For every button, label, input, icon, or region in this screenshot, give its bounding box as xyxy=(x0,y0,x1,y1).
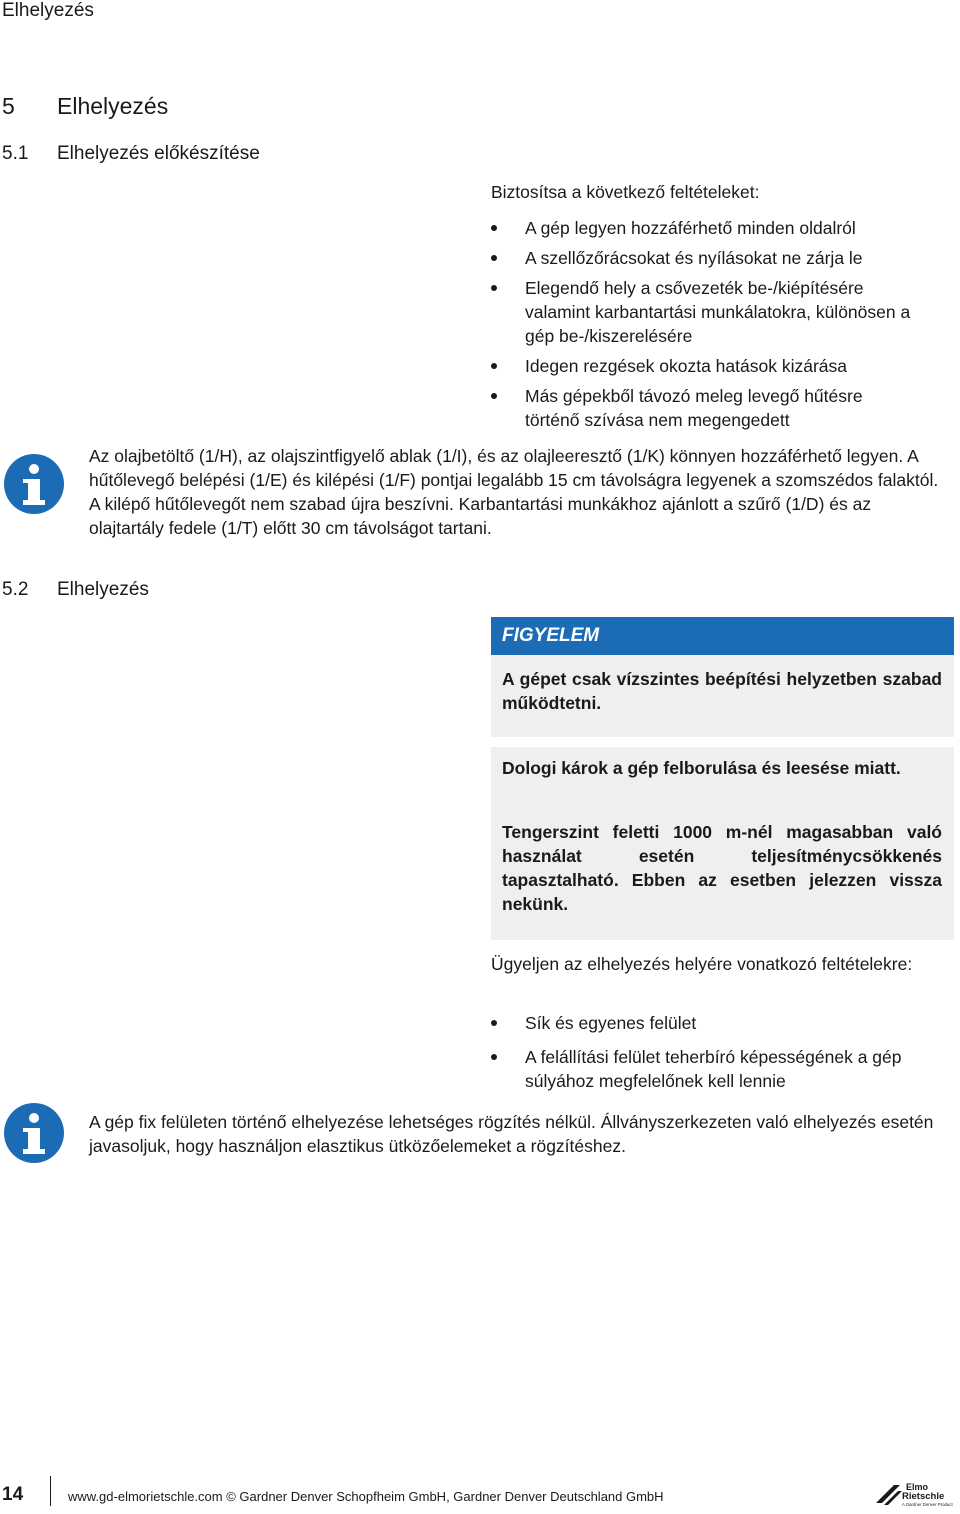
list-item: Sík és egyenes felület xyxy=(491,1011,951,1035)
logo-line2: Rietschle xyxy=(902,1491,945,1502)
page-number: 14 xyxy=(2,1484,24,1505)
section-title: Elhelyezés előkészítése xyxy=(57,143,260,164)
list-item: Elegendő hely a csővezeték be-/kiépítésére valamint karbantartási munkálatokra, különösen a gép be-/kiszerelésére xyxy=(491,276,921,348)
warning-statement: A gépet csak vízszintes beépítési helyzetben szabad működtetni. xyxy=(502,669,942,713)
list-item: A szellőzőrácsokat és nyílásokat ne zárja le xyxy=(491,246,921,270)
section-number: 5.1 xyxy=(2,143,29,164)
footer-website[interactable]: www.gd-elmorietschle.com xyxy=(68,1489,223,1504)
logo-line1: Elmo xyxy=(906,1482,929,1492)
warning-consequence: Dologi károk a gép felborulása és leesése miatt. xyxy=(502,758,901,778)
footer-copyright: © Gardner Denver Schopfheim GmbH, Gardner Denver Deutschland GmbH xyxy=(226,1489,664,1504)
footer-text xyxy=(68,1489,664,1505)
list-item: A felállítási felület teherbíró képességének a gép súlyához megfelelőnek kell lennie xyxy=(491,1045,925,1093)
warning-heading: FIGYELEM xyxy=(502,625,600,646)
requirements-intro: Ügyeljen az elhelyezés helyére vonatkozó feltételekre: xyxy=(491,954,913,974)
requirements-list xyxy=(491,1011,951,1093)
list-item: Más gépekből távozó meleg levegő hűtésre történő szívása nem megengedett xyxy=(491,384,921,432)
section-title: Elhelyezés xyxy=(57,579,149,600)
logo-tagline: A Gardner Denver Product xyxy=(902,1502,953,1507)
info-note-access: Az olajbetöltő (1/H), az olajszintfigyelő ablak (1/I), és az olajleeresztő (1/K) könnyen hozzáférhető legyen. A hűtőlevegő belépési (1/E) és kilépési (1/F) pontjai legalább 15 cm távolságra legyenek a szomszédos falaktól. A kilépő hűtőlevegőt nem szabad újra beszívni. Karbantartási munkákhoz ajánlott a szűrő (1/D) és az olajtartály fedele (1/T) előtt 30 cm távolságot tartani. xyxy=(89,446,939,538)
info-note-mounting: A gép fix felületen történő elhelyezése lehetséges rögzítés nélkül. Állványszerkezeten való elhelyezés esetén javasoljuk, hogy használjon elasztikus ütközőelemeket a rögzítéshez. xyxy=(89,1112,934,1156)
conditions-list xyxy=(491,216,921,432)
section-heading-5-2 xyxy=(2,578,149,602)
info-icon xyxy=(4,1103,64,1163)
section-heading-5-1 xyxy=(2,142,260,166)
elmo-rietschle-logo xyxy=(874,1481,958,1509)
section-number: 5.2 xyxy=(2,579,29,600)
conditions-intro: Biztosítsa a következő feltételeket: xyxy=(491,182,760,202)
chapter-number: 5 xyxy=(2,93,15,119)
footer-divider xyxy=(50,1476,51,1506)
warning-heading-bar xyxy=(491,617,954,655)
list-item: Idegen rezgések okozta hatások kizárása xyxy=(491,354,921,378)
info-icon xyxy=(4,454,64,514)
chapter-title: Elhelyezés xyxy=(57,93,169,119)
running-head: Elhelyezés xyxy=(2,0,94,21)
warning-note: Tengerszint feletti 1000 m-nél magasabban való használat esetén teljesítménycsökkenés tapasztalható. Ebben az esetben jelezzen vissza nekünk. xyxy=(502,822,942,914)
list-item: A gép legyen hozzáférhető minden oldalról xyxy=(491,216,921,240)
chapter-heading xyxy=(2,92,168,120)
